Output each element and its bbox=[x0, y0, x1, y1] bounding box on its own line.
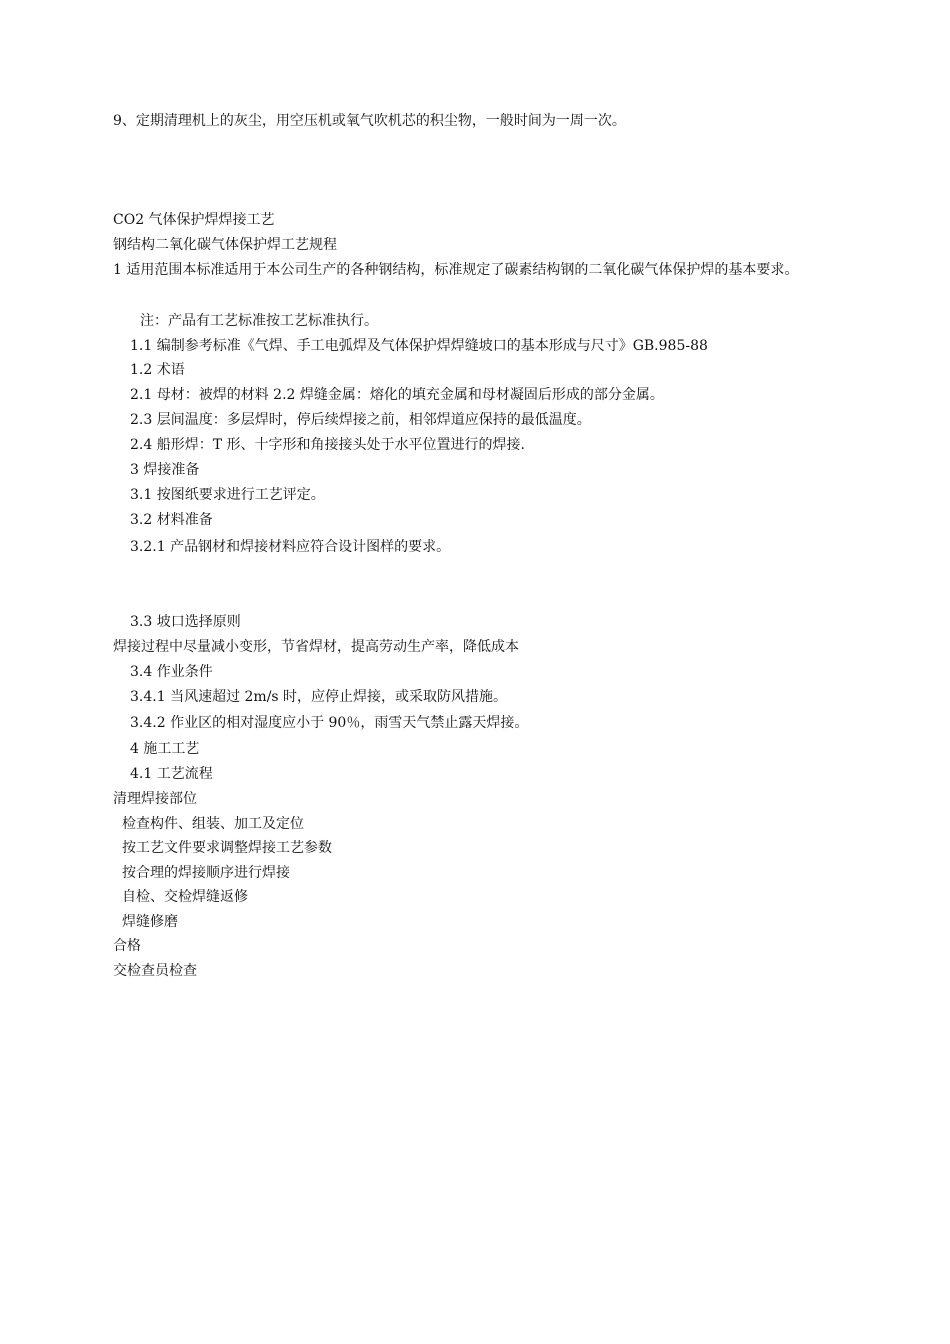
wind-speed-condition: 3.4.1 当风速超过 2m/s 时，应停止焊接，或采取防风措施。 bbox=[130, 689, 508, 705]
flow-step: 自检、交检焊缝返修 bbox=[122, 889, 248, 905]
flow-step: 检查构件、组装、加工及定位 bbox=[122, 816, 304, 832]
process-evaluation: 3.1 按图纸要求进行工艺评定。 bbox=[130, 487, 325, 503]
groove-principle-heading: 3.3 坡口选择原则 bbox=[130, 614, 241, 630]
reference-standard: 1.1 编制参考标准《气焊、手工电弧焊及气体保护焊焊缝坡口的基本形成与尺寸》GB.985-88 bbox=[130, 338, 708, 354]
term-boat-welding: 2.4 船形焊：T 形、十字形和角接接头处于水平位置进行的焊接. bbox=[130, 437, 525, 453]
flow-step: 按工艺文件要求调整焊接工艺参数 bbox=[122, 840, 332, 856]
working-conditions-heading: 3.4 作业条件 bbox=[130, 664, 213, 680]
material-preparation: 3.2 材料准备 bbox=[130, 512, 213, 528]
construction-process-heading: 4 施工工艺 bbox=[130, 741, 200, 757]
flow-step: 合格 bbox=[113, 938, 141, 954]
flow-step: 交检查员检查 bbox=[113, 963, 197, 979]
process-flow-heading: 4.1 工艺流程 bbox=[130, 766, 213, 782]
flow-step: 焊缝修磨 bbox=[122, 914, 178, 930]
note-line: 注：产品有工艺标准按工艺标准执行。 bbox=[140, 313, 378, 329]
terms-heading: 1.2 术语 bbox=[130, 362, 185, 378]
material-requirement: 3.2.1 产品钢材和焊接材料应符合设计图样的要求。 bbox=[130, 539, 451, 555]
flow-step: 清理焊接部位 bbox=[113, 791, 197, 807]
preparation-heading: 3 焊接准备 bbox=[130, 462, 200, 478]
section-title: CO2 气体保护焊焊接工艺 bbox=[113, 212, 275, 228]
humidity-condition: 3.4.2 作业区的相对湿度应小于 90％，雨雪天气禁止露天焊接。 bbox=[130, 715, 529, 731]
scope-paragraph: 1 适用范围本标准适用于本公司生产的各种钢结构，标准规定了碳素结构钢的二氧化碳气体保护焊的基本要求。 bbox=[113, 262, 799, 278]
document-title: 钢结构二氧化碳气体保护焊工艺规程 bbox=[113, 237, 337, 253]
groove-principle-text: 焊接过程中尽量减小变形，节省焊材，提高劳动生产率，降低成本 bbox=[113, 639, 519, 655]
term-base-metal: 2.1 母材：被焊的材料 2.2 焊缝金属：熔化的填充金属和母材凝固后形成的部分金属。 bbox=[130, 387, 664, 403]
flow-step: 按合理的焊接顺序进行焊接 bbox=[122, 865, 290, 881]
term-interpass-temperature: 2.3 层间温度：多层焊时，停后续焊接之前，相邻焊道应保持的最低温度。 bbox=[130, 412, 591, 428]
paragraph-maintenance: 9、定期清理机上的灰尘，用空压机或氧气吹机芯的积尘物，一般时间为一周一次。 bbox=[113, 113, 626, 129]
